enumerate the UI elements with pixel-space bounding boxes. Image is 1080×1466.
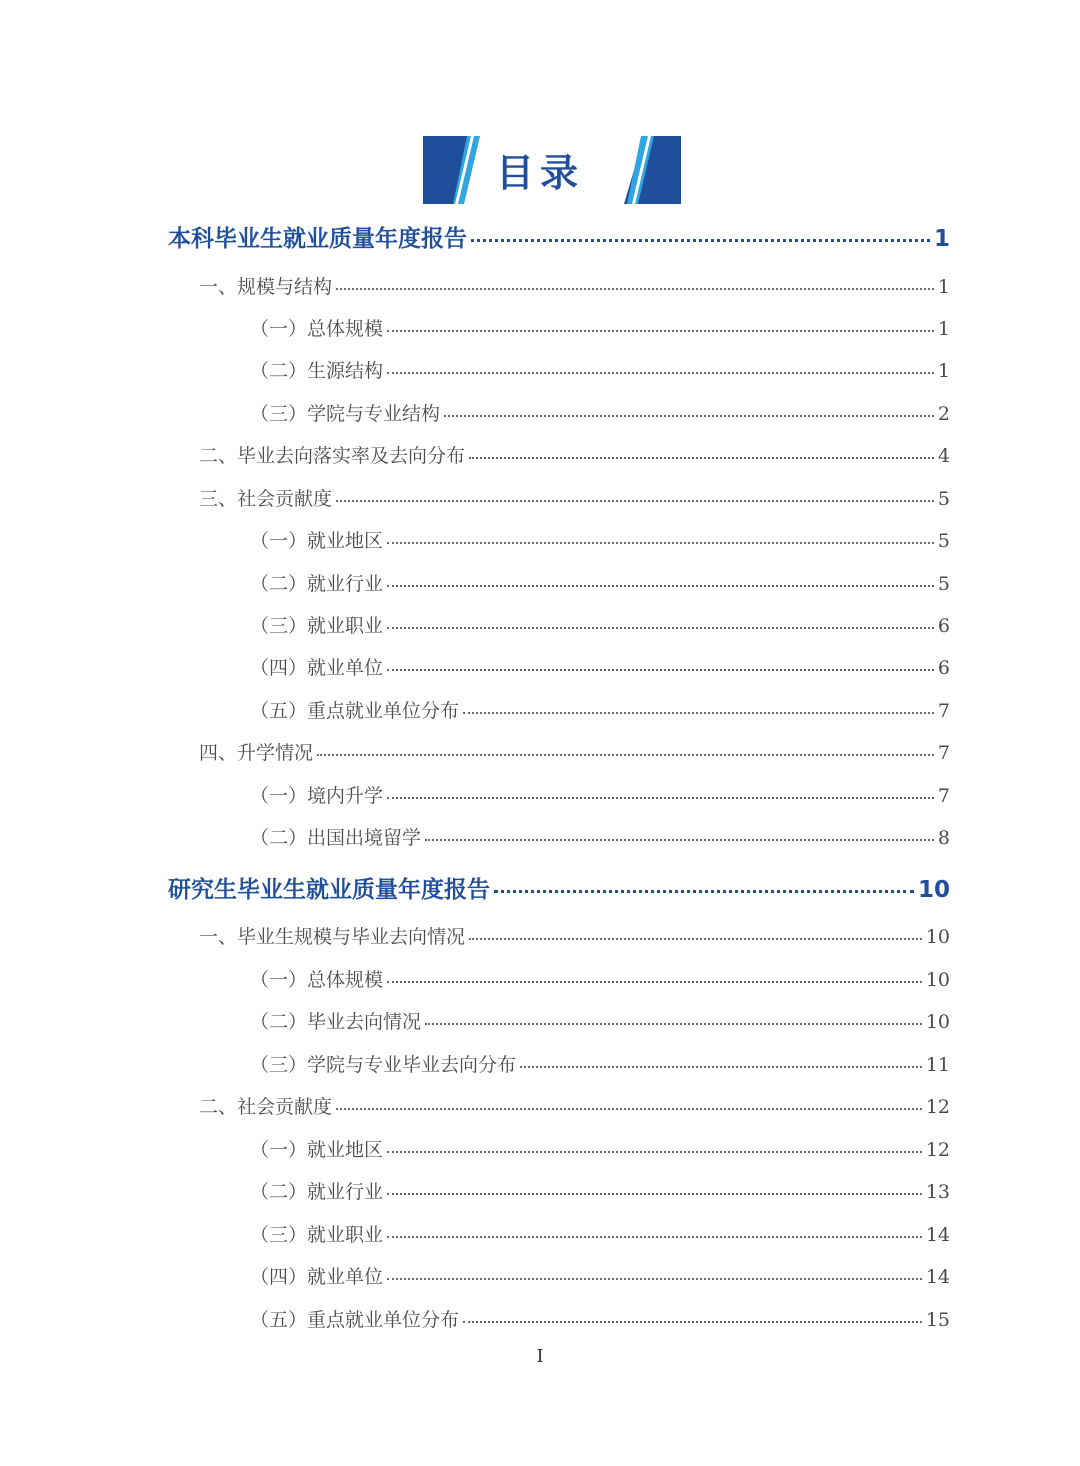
toc-entry-label: 研究生毕业生就业质量年度报告 [168, 877, 490, 903]
dot-leader [387, 1278, 922, 1280]
toc-page-number: 1 [937, 318, 950, 340]
toc-page-number: 1 [933, 226, 950, 252]
dot-leader [336, 288, 934, 290]
toc-entry-label: （三）就业职业 [250, 615, 384, 637]
toc-entry[interactable] [250, 1177, 950, 1204]
toc-entry-label: （三）学院与专业毕业去向分布 [250, 1054, 517, 1076]
toc-entry-label: （三）就业职业 [250, 1224, 384, 1246]
toc-entry-graduate-report[interactable] [168, 871, 950, 904]
toc-entry-label: （五）重点就业单位分布 [250, 1309, 460, 1331]
dot-leader [471, 239, 930, 242]
toc-page-number: 14 [925, 1266, 950, 1288]
dot-leader [463, 712, 934, 714]
toc-entry[interactable] [250, 356, 950, 383]
dot-leader [387, 1236, 922, 1238]
dot-leader [469, 938, 922, 940]
dot-leader [444, 415, 934, 417]
toc-entry-label: 四、升学情况 [199, 742, 314, 764]
toc-entry-label: （一）就业地区 [250, 1139, 384, 1161]
toc-entry-label: 二、毕业去向落实率及去向分布 [199, 445, 466, 467]
toc-entry-label: （二）生源结构 [250, 360, 384, 382]
toc-entry-label: 一、毕业生规模与毕业去向情况 [199, 926, 466, 948]
toc-entry-label: （四）就业单位 [250, 657, 384, 679]
dot-leader [387, 1193, 922, 1195]
toc-entry-label: （三）学院与专业结构 [250, 403, 441, 425]
toc-entry[interactable] [250, 965, 950, 992]
toc-entry-undergrad-report[interactable] [168, 220, 950, 253]
toc-entry[interactable] [250, 569, 950, 596]
dot-leader [387, 542, 934, 544]
toc-entry-label: （一）总体规模 [250, 318, 384, 340]
toc-page-number: 6 [937, 657, 950, 679]
toc-entry[interactable] [250, 526, 950, 553]
toc-page-number: 7 [937, 742, 950, 764]
toc-page-number: 4 [937, 445, 950, 467]
toc-page-number: 7 [937, 785, 950, 807]
toc-entry-label: 一、规模与结构 [199, 276, 333, 298]
toc-page-number: 10 [925, 969, 950, 991]
toc-entry-label: （一）境内升学 [250, 785, 384, 807]
dot-leader [387, 981, 922, 983]
toc-entry-label: （一）就业地区 [250, 530, 384, 552]
toc-entry-label: 三、社会贡献度 [199, 488, 333, 510]
dot-leader [387, 797, 934, 799]
toc-page-number: 8 [937, 827, 950, 849]
toc-entry[interactable] [199, 1092, 950, 1119]
toc-entry-label: （二）就业行业 [250, 573, 384, 595]
toc-page-number: 5 [937, 573, 950, 595]
toc-page-number: 15 [925, 1309, 950, 1331]
dot-leader [387, 585, 934, 587]
toc-page-number: 11 [925, 1054, 950, 1076]
toc-entry[interactable] [250, 1262, 950, 1289]
dot-leader [336, 1108, 922, 1110]
toc-page-number: 1 [937, 276, 950, 298]
toc-header [0, 136, 1080, 204]
toc-entry-label: （一）总体规模 [250, 969, 384, 991]
dot-leader [317, 754, 934, 756]
toc-entry[interactable] [250, 823, 950, 850]
toc-entry[interactable] [250, 781, 950, 808]
dot-leader [469, 457, 934, 459]
toc-entry[interactable] [199, 484, 950, 511]
toc-entry-label: 本科毕业生就业质量年度报告 [168, 226, 467, 252]
toc-entry[interactable] [250, 1220, 950, 1247]
toc-page-number: 14 [925, 1224, 950, 1246]
dot-leader [463, 1321, 922, 1323]
toc-entry[interactable] [250, 399, 950, 426]
toc-entry[interactable] [250, 314, 950, 341]
dot-leader [425, 839, 934, 841]
toc-page-number: 2 [937, 403, 950, 425]
dot-leader [387, 627, 934, 629]
toc-title: 目录 [495, 151, 584, 195]
toc-entry[interactable] [250, 1050, 950, 1077]
dot-leader [336, 500, 934, 502]
dot-leader [520, 1066, 922, 1068]
toc-page-number: 5 [937, 488, 950, 510]
dot-leader [425, 1023, 922, 1025]
dot-leader [387, 669, 934, 671]
toc-entry-label: （二）就业行业 [250, 1181, 384, 1203]
toc-entry[interactable] [250, 611, 950, 638]
toc-entry[interactable] [250, 696, 950, 723]
toc-page-number: 6 [937, 615, 950, 637]
toc-page-number: 10 [925, 926, 950, 948]
page-footer-number: I [536, 1346, 544, 1367]
toc-entry-label: （二）出国出境留学 [250, 827, 422, 849]
toc-entry-label: （五）重点就业单位分布 [250, 700, 460, 722]
toc-entry-label: （二）毕业去向情况 [250, 1011, 422, 1033]
toc-entry-label: （四）就业单位 [250, 1266, 384, 1288]
toc-page-number: 5 [937, 530, 950, 552]
toc-page-number: 10 [925, 1011, 950, 1033]
dot-leader [494, 890, 914, 893]
right-stripe-decoration [624, 136, 684, 204]
toc-entry[interactable] [250, 1007, 950, 1034]
toc-entry[interactable] [250, 1135, 950, 1162]
dot-leader [387, 1151, 922, 1153]
toc-page-number: 12 [925, 1139, 950, 1161]
toc-entry[interactable] [250, 653, 950, 680]
toc-entry-label: 二、社会贡献度 [199, 1096, 333, 1118]
toc-page-number: 12 [925, 1096, 950, 1118]
toc-page-number: 13 [925, 1181, 950, 1203]
toc-page-number: 10 [917, 877, 950, 903]
toc-entry[interactable] [199, 272, 950, 299]
toc-entry[interactable] [250, 1305, 950, 1332]
toc-entry[interactable] [199, 922, 950, 949]
toc-page-number: 1 [937, 360, 950, 382]
toc-entry[interactable] [199, 738, 950, 765]
dot-leader [387, 372, 934, 374]
dot-leader [387, 330, 934, 332]
toc-entry[interactable] [199, 441, 950, 468]
toc-page-number: 7 [937, 700, 950, 722]
